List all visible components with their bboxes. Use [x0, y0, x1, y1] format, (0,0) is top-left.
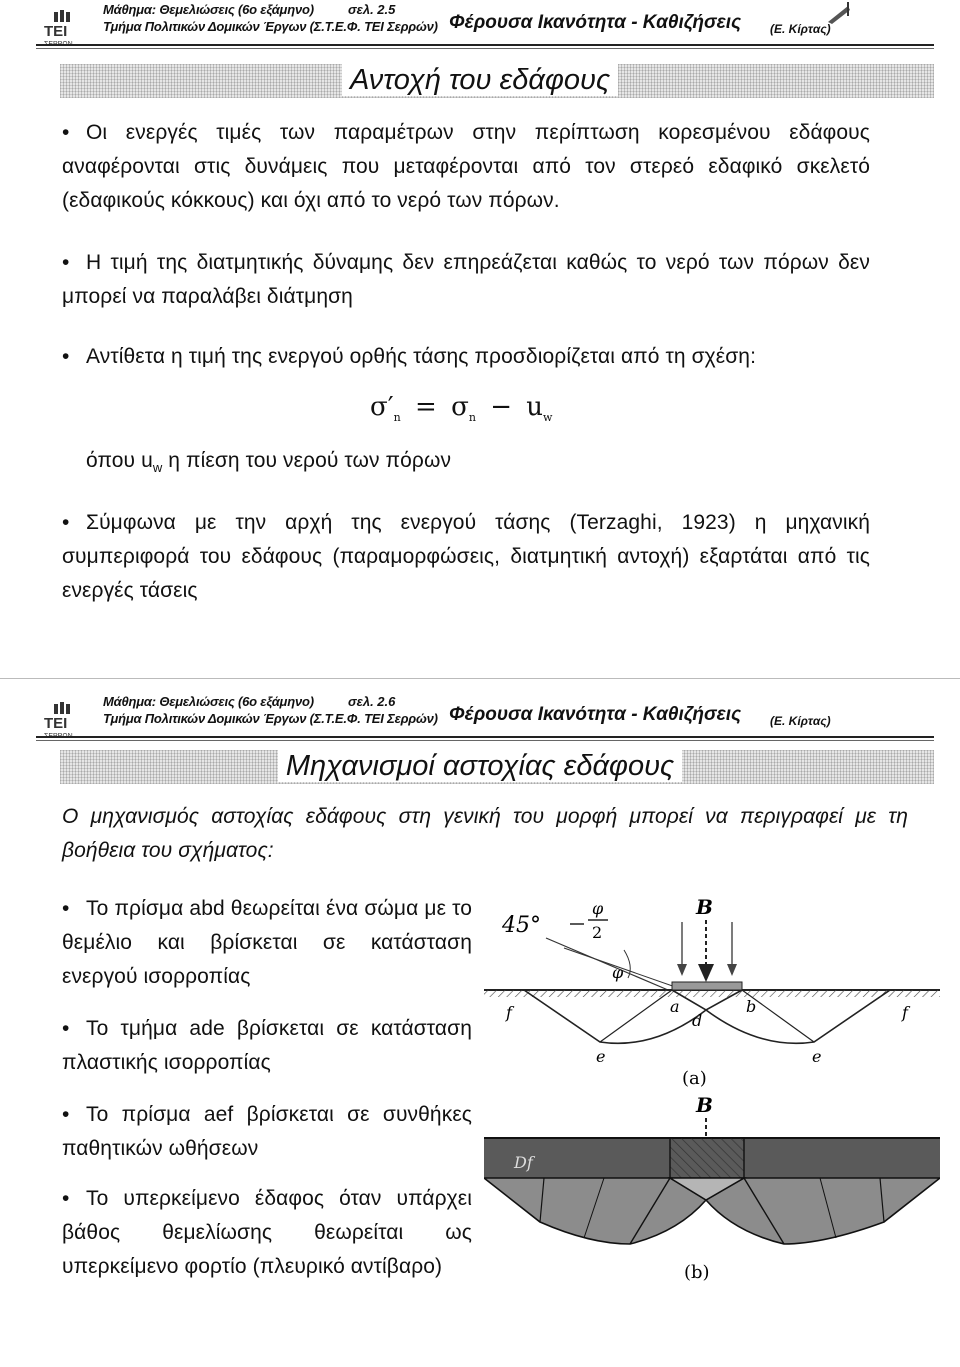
phi-label: φ: [612, 963, 624, 982]
load-label: B: [696, 895, 713, 919]
bullet-4: • Σύμφωνα με την αρχή της ενεργού τάσης (Terzaghi, 1923) η μηχανική συμπεριφορά του εδάφους (παραμορφώσεις, διατμητική αντοχή) εξαρτάται από τις ενεργές τάσεις: [62, 506, 870, 608]
bullet-2: • Το τμήμα ade βρίσκεται σε κατάσταση πλαστικής ισορροπίας: [62, 1012, 472, 1080]
page-number: σελ. 2.6: [348, 694, 396, 709]
bullet-dot: •: [62, 251, 70, 274]
header-rule: [36, 736, 934, 738]
side-arrow-head: [727, 964, 737, 976]
svg-text:TEI: TEI: [44, 715, 68, 732]
bullet-1: • Οι ενεργές τιμές των παραμέτρων στην περίπτωση κορεσμένου εδάφους αναφέρονται στις δυνάμεις που μεταφέρονται από τον στερεό εδαφικό σκελετό (εδαφικούς κόκκους) και όχι από το νερό των πόρων.: [62, 116, 870, 218]
reference-line: [564, 948, 684, 990]
point-a: a: [670, 997, 680, 1016]
caption-a: (a): [682, 1068, 707, 1089]
angle-arc: [624, 950, 630, 978]
slide-2-6: [0, 692, 960, 1367]
load-label: B: [696, 1093, 713, 1117]
bullet-dot: •: [62, 1187, 70, 1210]
slide-separator-line: [0, 678, 960, 679]
corner-mark-icon: [826, 0, 852, 26]
bullet-2: • Η τιμή της διατμητικής δύναμης δεν επηρεάζεται καθώς το νερό των πόρων δεν μπορεί να παραλάβει διάτμηση: [62, 246, 870, 314]
subject-title: Φέρουσα Ικανότητα - Καθιζήσεις: [449, 704, 742, 725]
ground-hatch: [484, 990, 940, 997]
intro-text: Ο μηχανισμός αστοχίας εδάφους στη γενική του μορφή μπορεί να περιγραφεί με τη βοήθεια του σχήματος:: [62, 805, 908, 862]
subject-title: Φέρουσα Ικανότητα - Καθιζήσεις: [449, 12, 742, 33]
tei-serres-logo: [40, 698, 92, 740]
bullet-dot: •: [62, 511, 70, 534]
header-rule: [36, 44, 934, 46]
slide-separator: [0, 672, 960, 692]
point-e: e: [812, 1047, 822, 1066]
svg-text:TEI: TEI: [44, 23, 68, 40]
slide-2-5: [0, 0, 960, 672]
phi-numerator: φ: [592, 899, 604, 918]
slide-header: [0, 0, 960, 52]
bullet-3: • Το πρίσμα aef βρίσκεται σε συνθήκες παθητικών ωθήσεων: [62, 1098, 472, 1166]
phi-denominator: 2: [592, 923, 603, 942]
bullet-dot: •: [62, 897, 70, 920]
point-b: b: [746, 997, 757, 1016]
point-e: e: [596, 1047, 606, 1066]
caption-b: (b): [684, 1262, 710, 1283]
bullet-4: • Το υπερκείμενο έδαφος όταν υπάρχει βάθος θεμελίωσης θεωρείται ως υπερκείμενο φορτίο (πλευρικό αντίβαρο): [62, 1182, 472, 1284]
page-number: σελ. 2.5: [348, 2, 396, 17]
bullet-dot: •: [62, 1017, 70, 1040]
footing: [672, 982, 742, 990]
header-rule-thin: [36, 740, 934, 741]
radial-line: [600, 990, 672, 1042]
right-failure-surface: [706, 990, 890, 1043]
course-label: Μάθημα: Θεμελιώσεις (6ο εξάμηνο): [103, 694, 314, 709]
depth-label: Df: [514, 1153, 533, 1172]
header-rule-thin: [36, 48, 934, 49]
course-label: Μάθημα: Θεμελιώσεις (6ο εξάμηνο): [103, 2, 314, 17]
author-label: (Ε. Κίρτας): [770, 714, 831, 728]
angle-label: 45°: [502, 913, 541, 938]
tei-serres-logo: [40, 6, 92, 48]
failure-mechanism-figure: [484, 892, 940, 1284]
figure-part-b: [484, 1093, 940, 1283]
reference-line: [546, 938, 668, 990]
footing: [670, 1138, 744, 1178]
bullet-1: • Το πρίσμα abd θεωρείται ένα σώμα με το θεμέλιο και βρίσκεται σε κατάσταση ενεργού ισορροπίας: [62, 892, 472, 994]
department-label: Τμήμα Πολιτικών Δομικών Έργων (Σ.Τ.Ε.Φ. ΤΕΙ Σερρών): [103, 711, 438, 726]
bullet-3: • Αντίθετα η τιμή της ενεργού ορθής τάσης προσδιορίζεται από τη σχέση:: [62, 340, 870, 374]
slide-header: [0, 692, 960, 744]
point-f: f: [902, 1003, 908, 1022]
author-label: (Ε. Κίρτας): [770, 22, 831, 36]
effective-stress-formula: $\sigma'_n = \sigma_n - u_w$: [370, 392, 553, 425]
point-f: f: [506, 1003, 512, 1022]
bullet-dot: •: [62, 1103, 70, 1126]
load-arrow-head: [698, 964, 714, 982]
bullet-dot: •: [62, 121, 70, 144]
point-d: d: [692, 1011, 703, 1030]
side-arrow-head: [677, 964, 687, 976]
department-label: Τμήμα Πολιτικών Δομικών Έργων (Σ.Τ.Ε.Φ. ΤΕΙ Σερρών): [103, 19, 438, 34]
slide-title: Μηχανισμοί αστοχίας εδάφους: [0, 750, 960, 783]
figure-part-a: [484, 895, 940, 1089]
where-note: όπου $u_w$ η πίεση του νερού των πόρων: [86, 449, 452, 476]
slide-title: Αντοχή του εδάφους: [0, 64, 960, 97]
bullet-dot: •: [62, 345, 70, 368]
